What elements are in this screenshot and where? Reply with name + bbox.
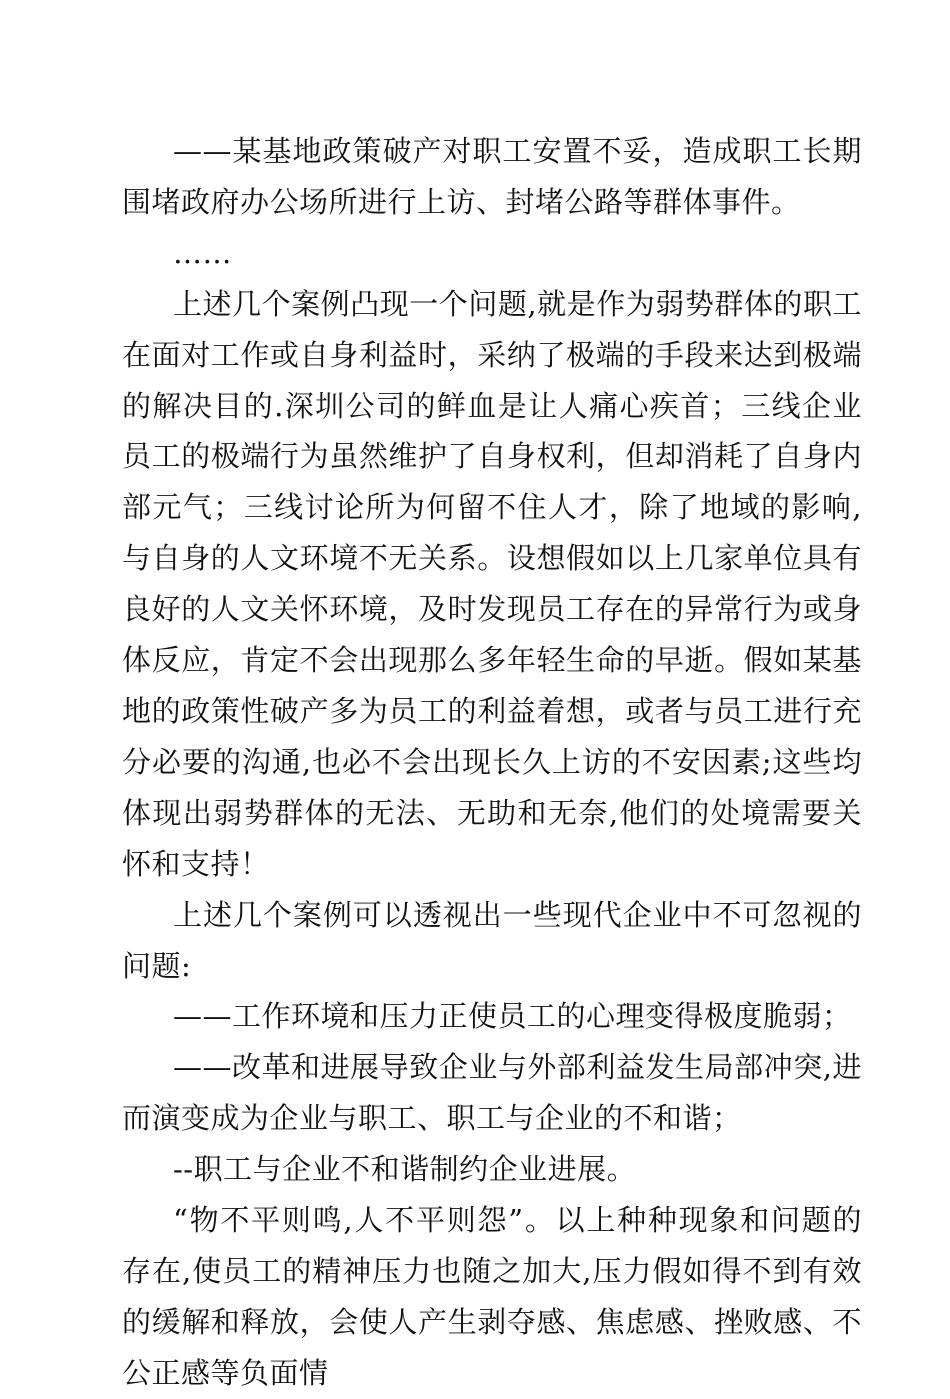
- paragraph-problem-disharmony: --职工与企业不和谐制约企业进展。: [173, 1152, 637, 1187]
- paragraph-analysis: 上述几个案例凸现一个问题,就是作为弱势群体的职工在面对工作或自身利益时，采纳了极端的手段来达到极端的解决目的.深圳公司的鲜血是让人痛心疾首；三线企业员工的极端行为虽然维护了自身权利，但却消耗了自身内部元气；三线讨论所为何留不住人才，除了地域的影响,与自身的人文环境不无关系。设想假如以上几家单位具有良好的人文关怀环境，及时发现员工存在的异常行为或身体反应，肯定不会出现那么多年轻生命的早逝。假如某基地的政策性破产多为员工的利益着想，或者与员工进行充分必要的沟通,也必不会出现长久上访的不安因素;这些均体现出弱势群体的无法、无助和无奈,他们的处境需要关怀和支持！: [122, 286, 862, 881]
- paragraph-problem-work-pressure: ——工作环境和压力正使员工的心理变得极度脆弱；: [173, 999, 852, 1034]
- paragraph-problem-reform-conflict: ——改革和进展导致企业与外部利益发生局部冲突,进而演变成为企业与职工、职工与企业的不和谐；: [122, 1050, 862, 1136]
- paragraph-proverb: “物不平则鸣,人不平则怨”。以上种种现象和问题的存在,使员工的精神压力也随之加大,压力假如得不到有效的缓解和释放，会使人产生剥夺感、焦虑感、挫败感、不公正感等负面情: [122, 1203, 862, 1390]
- document-body: [122, 126, 862, 1399]
- paragraph-case-base-bankruptcy: ——某基地政策破产对职工安置不妥，造成职工长期围堵政府办公场所进行上访、封堵公路等群体事件。: [122, 134, 862, 219]
- paragraph-ellipsis: ……: [173, 235, 232, 270]
- paragraph-problems-intro: 上述几个案例可以透视出一些现代企业中不可忽视的问题:: [122, 897, 862, 983]
